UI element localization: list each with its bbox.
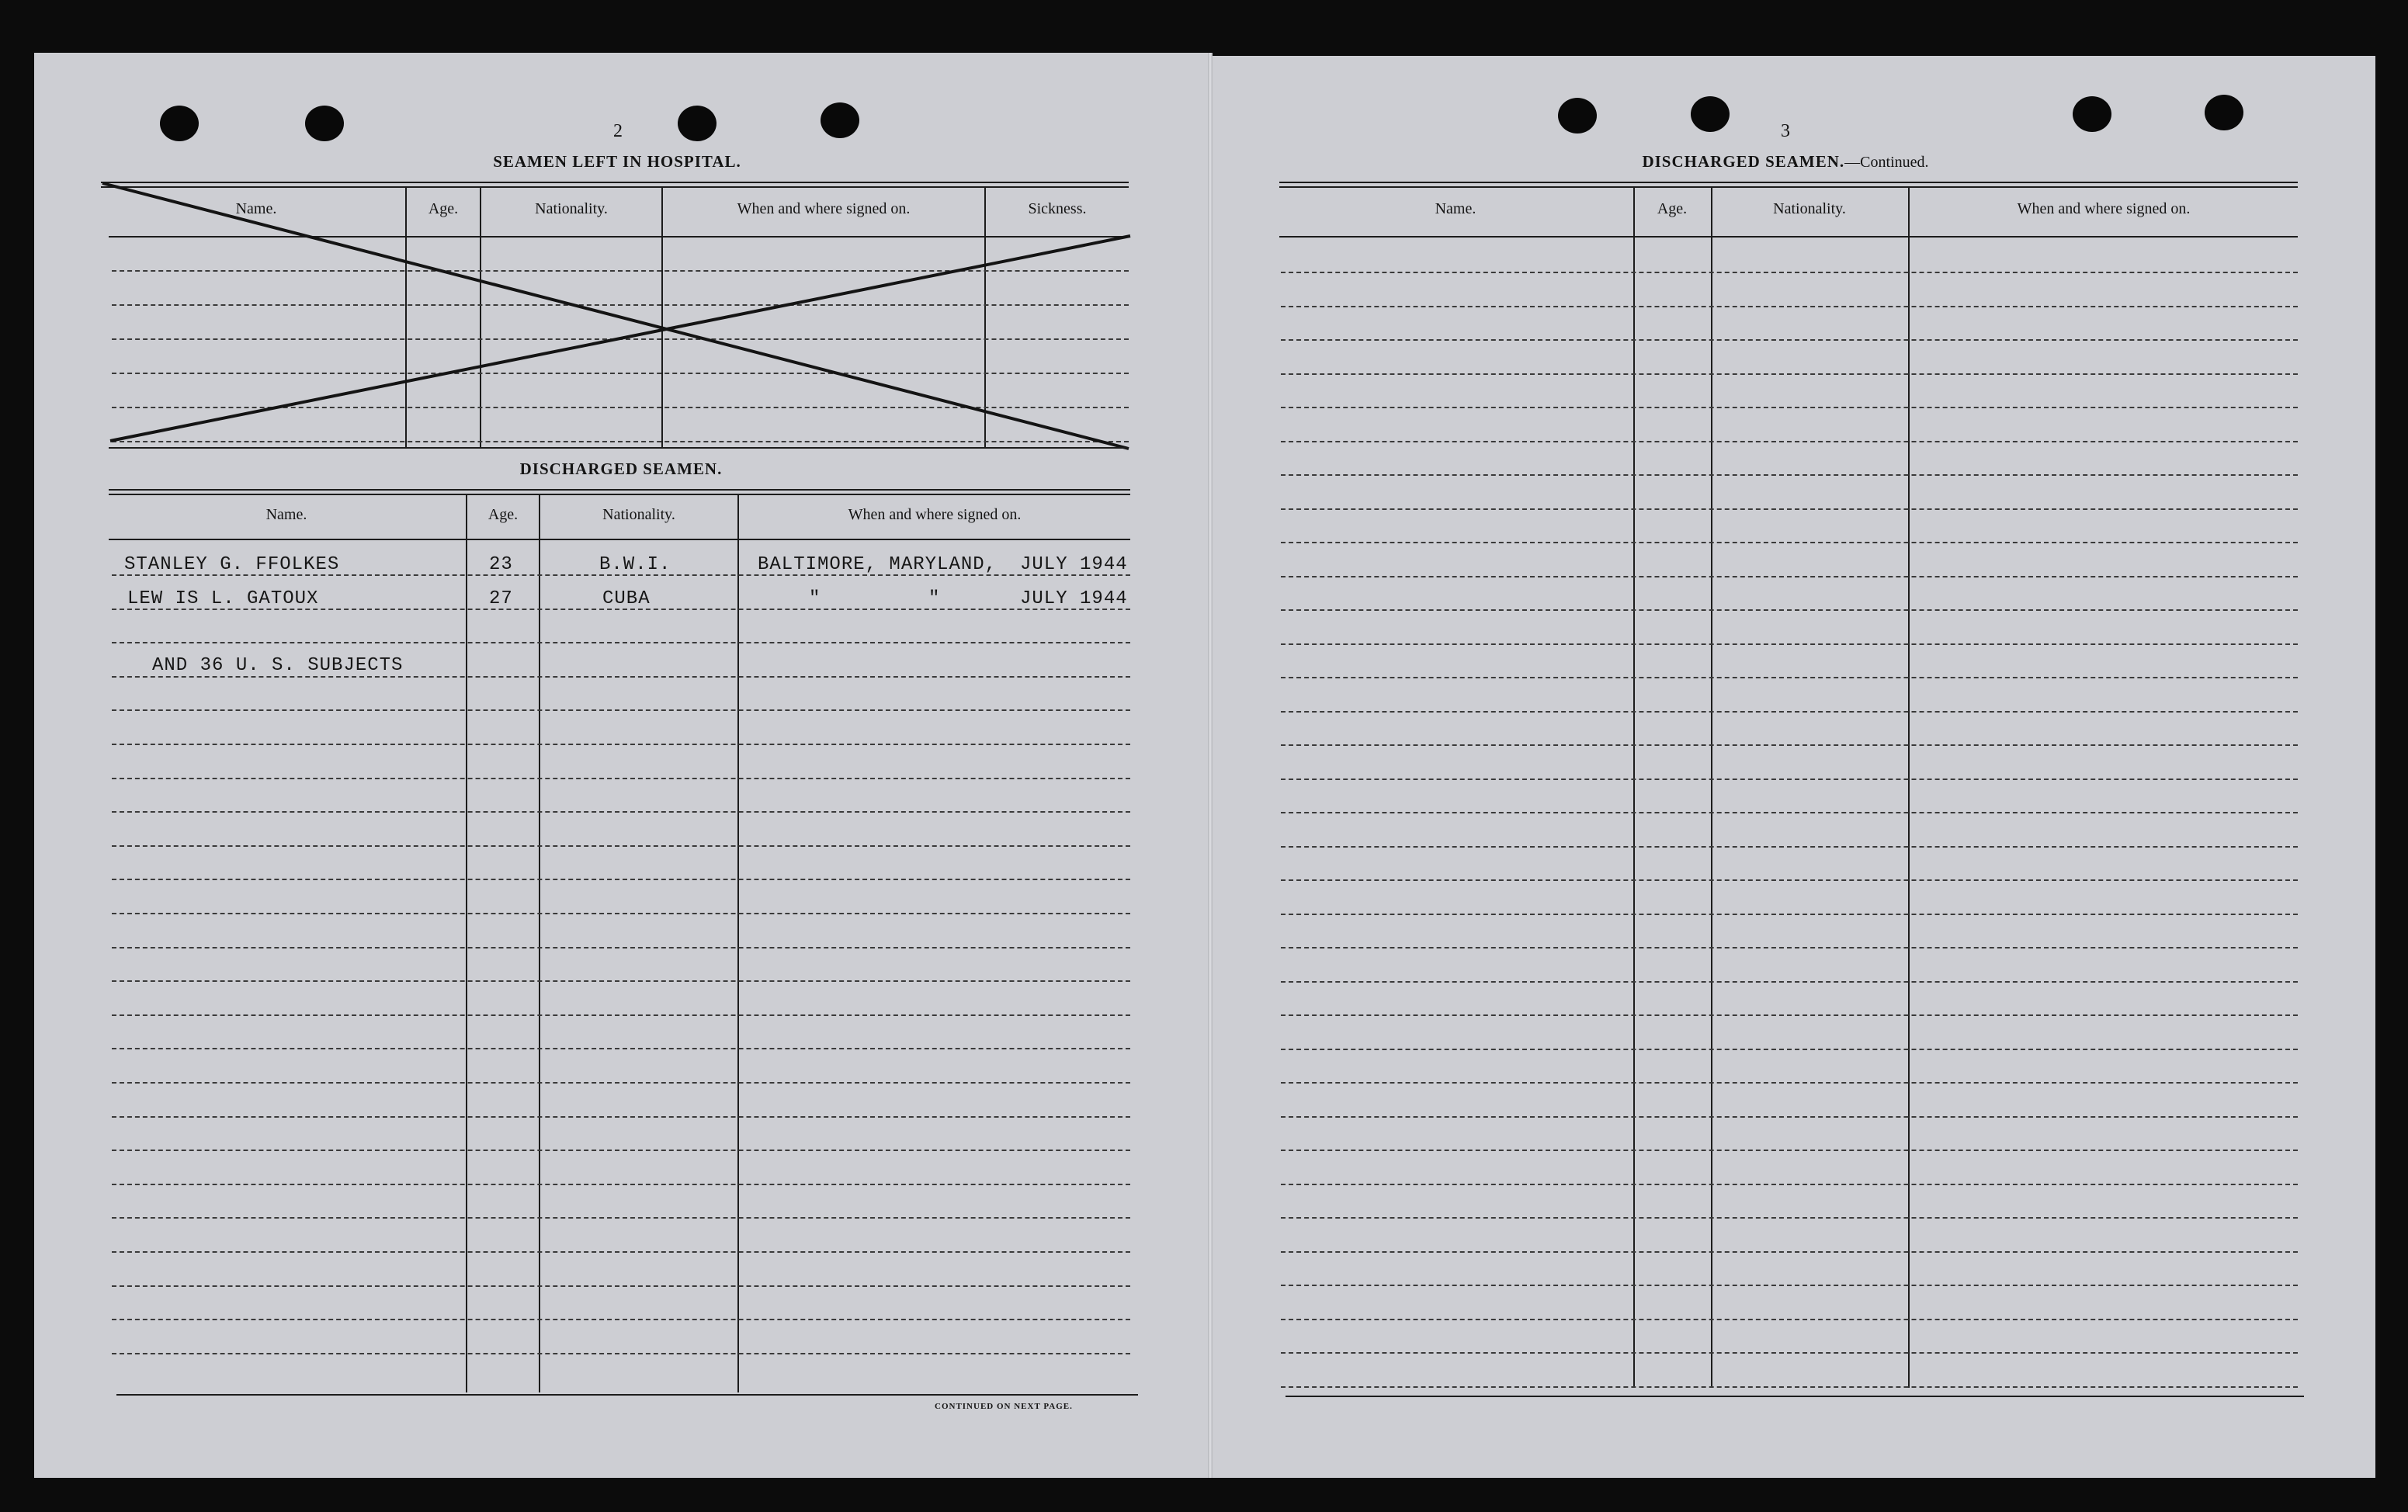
dotted-row-line [112, 845, 1130, 847]
table-rule [1286, 1396, 2304, 1397]
seaman-age: 23 [489, 554, 513, 575]
dotted-row-line [112, 811, 1130, 813]
column-divider [737, 495, 739, 1392]
dotted-row-line [1281, 441, 2298, 442]
dotted-row-line [1281, 947, 2298, 948]
dotted-row-line [1281, 1049, 2298, 1050]
discharged-section-title: DISCHARGED SEAMEN. [519, 459, 723, 478]
dotted-row-line [112, 1082, 1130, 1084]
dotted-row-line [112, 744, 1130, 745]
dotted-row-line [1281, 1352, 2298, 1354]
hospital-col-nationality: Nationality. [535, 200, 608, 217]
dotted-row-line [112, 1251, 1130, 1253]
dotted-row-line [1281, 981, 2298, 983]
dotted-row-line [1281, 1184, 2298, 1185]
dotted-row-line [1281, 272, 2298, 273]
dotted-row-line [1281, 1116, 2298, 1118]
seaman-age: 27 [489, 588, 513, 609]
seaman-nationality: B.W.I. [599, 554, 671, 575]
dotted-row-line [1281, 1386, 2298, 1388]
seaman-signed-date: JULY 1944 [1020, 588, 1128, 609]
continued-col-signed-on: When and where signed on. [2017, 200, 2191, 217]
continued-col-age: Age. [1657, 200, 1688, 217]
table-rule [116, 1394, 1138, 1396]
table-rule [1279, 236, 2298, 238]
dotted-row-line [112, 913, 1130, 914]
seaman-signed-place: " " [809, 588, 941, 609]
seaman-name: LEW IS L. GATOUX [127, 588, 319, 609]
dotted-row-line [112, 1014, 1130, 1016]
dotted-row-line [1281, 677, 2298, 678]
discharged-col-age: Age. [487, 506, 519, 523]
dotted-row-line [112, 879, 1130, 880]
continued-note: CONTINUED ON NEXT PAGE. [935, 1402, 1073, 1411]
subjects-note: AND 36 U. S. SUBJECTS [152, 655, 404, 676]
discharged-col-signed-on: When and where signed on. [848, 506, 1022, 523]
hospital-col-name: Name. [235, 200, 277, 217]
discharged-col-nationality: Nationality. [602, 506, 675, 523]
dotted-row-line [1281, 1014, 2298, 1016]
dotted-row-line [112, 1184, 1130, 1185]
hospital-col-sickness: Sickness. [1028, 200, 1087, 217]
seaman-signed-date: JULY 1944 [1020, 554, 1128, 575]
table-rule [1279, 186, 2298, 188]
dotted-row-line [112, 980, 1130, 982]
dotted-row-line [112, 1285, 1130, 1287]
dotted-row-line [1281, 779, 2298, 780]
discharged-col-name: Name. [265, 506, 307, 523]
column-divider [1633, 188, 1635, 1388]
hospital-col-signed-on: When and where signed on. [737, 200, 911, 217]
dotted-row-line [1281, 1082, 2298, 1084]
dotted-row-line [1281, 1251, 2298, 1253]
title-text: DISCHARGED SEAMEN. [1642, 152, 1845, 171]
title-suffix: —Continued. [1844, 154, 1929, 171]
dotted-row-line [1281, 711, 2298, 713]
dotted-row-line [112, 709, 1130, 711]
continued-col-nationality: Nationality. [1773, 200, 1846, 217]
dotted-row-line [1281, 1217, 2298, 1219]
table-rule [109, 539, 1130, 540]
dotted-row-line [1281, 508, 2298, 510]
table-rule [109, 494, 1130, 495]
page-number: 3 [1781, 121, 1790, 141]
dotted-row-line [1281, 846, 2298, 848]
table-rule [1279, 182, 2298, 183]
hospital-section-title: SEAMEN LEFT IN HOSPITAL. [493, 152, 741, 171]
dotted-row-line [112, 1048, 1130, 1049]
dotted-row-line [1281, 609, 2298, 611]
dotted-row-line [112, 1116, 1130, 1118]
table-rule [109, 489, 1130, 491]
dotted-row-line [1281, 542, 2298, 543]
dotted-row-line [1281, 576, 2298, 577]
dotted-row-line [1281, 914, 2298, 915]
seaman-name: STANLEY G. FFOLKES [124, 554, 340, 575]
dotted-row-line [1281, 643, 2298, 645]
dotted-row-line [112, 947, 1130, 948]
dotted-row-line [1281, 407, 2298, 408]
column-divider [466, 495, 467, 1392]
dotted-row-line [1281, 879, 2298, 881]
page-number: 2 [613, 121, 623, 141]
dotted-row-line [1281, 1285, 2298, 1286]
dotted-row-line [1281, 744, 2298, 746]
hospital-col-age: Age. [428, 200, 459, 217]
column-divider [1908, 188, 1910, 1388]
dotted-row-line [112, 1217, 1130, 1219]
column-divider [539, 495, 540, 1392]
dotted-row-line [1281, 1319, 2298, 1320]
dotted-row-line [112, 642, 1130, 643]
discharged-continued-title [1584, 152, 1987, 172]
dotted-row-line [1281, 339, 2298, 341]
seaman-nationality: CUBA [602, 588, 651, 609]
continued-col-name: Name. [1435, 200, 1476, 217]
dotted-row-line [112, 1150, 1130, 1151]
dotted-row-line [112, 1353, 1130, 1354]
dotted-row-line [112, 778, 1130, 779]
dotted-row-line [1281, 812, 2298, 813]
dotted-row-line [1281, 1150, 2298, 1151]
dotted-row-line [1281, 373, 2298, 375]
seaman-signed-place: BALTIMORE, MARYLAND, [758, 554, 998, 575]
dotted-row-line [1281, 306, 2298, 307]
table-rule [109, 447, 1129, 449]
dotted-row-line [112, 1319, 1130, 1320]
dotted-row-line [1281, 474, 2298, 476]
dotted-row-line [112, 676, 1130, 678]
column-divider [1711, 188, 1712, 1388]
